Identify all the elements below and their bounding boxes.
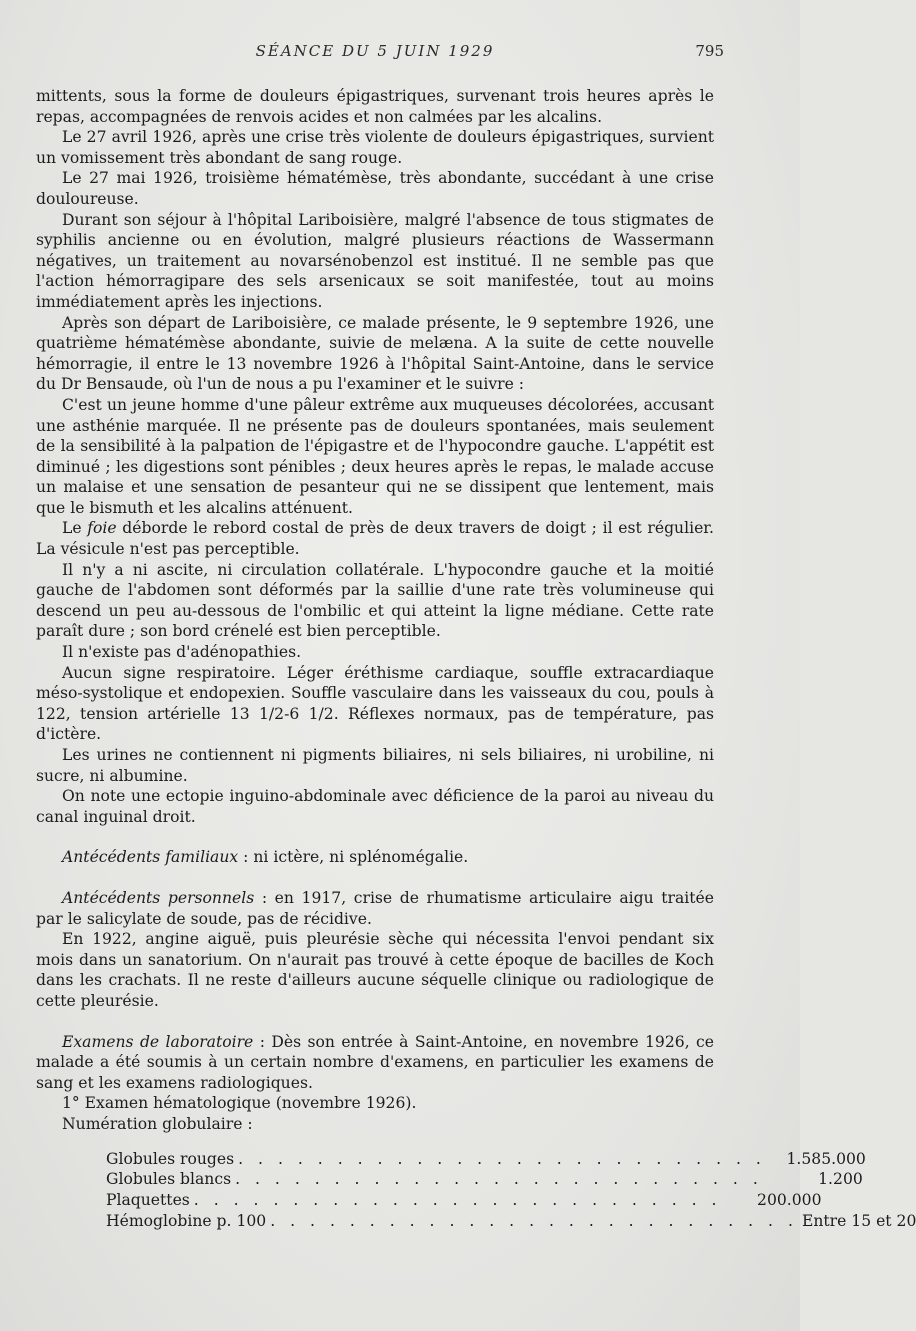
paragraph: Numération globulaire : [62, 1114, 253, 1133]
leader-dots: . . . . . . . . . . . . . . . . . . . . . . . . . . . [270, 1211, 798, 1230]
paragraph: On note une ectopie inguino-abdominale avec déficience de la paroi au niveau du canal inguinal droit. [36, 787, 714, 826]
count-label: Plaquettes [106, 1191, 190, 1210]
spacer [36, 1012, 714, 1032]
leader-dots: . . . . . . . . . . . . . . . . . . . . . . . . . . . [238, 1149, 766, 1168]
blood-count-table [106, 1149, 916, 1232]
text-run: : ni ictère, ni splénomégalie. [238, 848, 469, 867]
spacer [36, 868, 714, 888]
paragraph: Après son départ de Lariboisière, ce malade présente, le 9 septembre 1926, une quatrième hématémèse abondante, suivie de melæna. A la suite de cette nouvelle hémorragie, il entre le 13 novembre 1926 à l'hôpital Saint-Antoine, dans le service du Dr Bensaude, où l'un de nous a pu l'examiner et le suivre : [36, 313, 714, 394]
table-row [106, 1190, 822, 1211]
section-heading: Examens de laboratoire [62, 1032, 254, 1051]
count-label: Globules blancs [106, 1170, 232, 1189]
text-run: : en 1917, crise de rhumatisme articulaire aigu traitée par le salicylate de soude, pas de récidive. [36, 888, 714, 928]
table-row [106, 1211, 916, 1232]
table-row [106, 1169, 863, 1190]
count-value: 1.585.000 [786, 1149, 866, 1168]
paragraph: En 1922, angine aiguë, puis pleurésie sèche qui nécessita l'envoi pendant six mois dans un sanatorium. On n'aurait pas trouvé à cette époque de bacilles de Koch dans les crachats. Il ne reste d'ailleurs aucune séquelle clinique ou radiologique de cette pleurésie. [36, 930, 714, 1010]
count-value: 200.000 [757, 1191, 822, 1210]
count-label: Hémoglobine p. 100 [106, 1211, 267, 1230]
running-title: SÉANCE DU 5 JUIN 1929 [255, 42, 495, 60]
paragraph: Il n'y a ni ascite, ni circulation collatérale. L'hypocondre gauche et la moitié gauche de l'abdomen sont déformés par la saillie d'une rate très volumineuse qui descend un peu au-dessous de l'ombilic et qui atteint la ligne médiane. Cette rate paraît dure ; son bord crénelé est bien perceptible. [36, 560, 714, 641]
body-text [36, 86, 916, 1232]
text-run: déborde le rebord costal de près de deux travers de doigt ; il est régulier. La vésicule n'est pas perceptible. [36, 519, 714, 559]
paragraph [36, 518, 714, 559]
section-paragraph [36, 888, 714, 929]
page-number: 795 [695, 42, 724, 60]
count-value: Entre 15 et 20 [801, 1211, 916, 1230]
count-label: Globules rouges [106, 1149, 235, 1168]
leader-dots: . . . . . . . . . . . . . . . . . . . . . . . . . . . [193, 1191, 722, 1210]
section-heading: Antécédents familiaux [62, 848, 239, 867]
leader-dots: . . . . . . . . . . . . . . . . . . . . . . . . . . . [235, 1170, 763, 1189]
paragraph: Le 27 mai 1926, troisième hématémèse, très abondante, succédant à une crise douloureuse. [36, 169, 714, 208]
spacer [36, 827, 714, 847]
table-row [106, 1149, 866, 1170]
paragraph: Durant son séjour à l'hôpital Lariboisière, malgré l'absence de tous stigmates de syphilis ancienne ou en évolution, malgré plusieurs réactions de Wassermann négatives, un traitement au novarsénobenzol est institué. Il ne semble pas que l'action hémorragipare des sels arsenicaux se soit manifestée, tout au moins immédiatement après les injections. [36, 210, 714, 311]
italic-term: foie [87, 519, 117, 538]
text-run: : Dès son entrée à Saint-Antoine, en novembre 1926, ce malade a été soumis à un certain nombre d'examens, en particulier les examens de sang et les examens radiologiques. [36, 1032, 715, 1092]
paragraph: Les urines ne contiennent ni pigments biliaires, ni sels biliaires, ni urobiline, ni sucre, ni albumine. [36, 746, 714, 785]
running-head [36, 42, 724, 66]
section-paragraph [36, 1032, 714, 1094]
paragraph: Le 27 avril 1926, après une crise très violente de douleurs épigastriques, survient un vomissement très abondant de sang rouge. [36, 128, 714, 167]
paragraph: Aucun signe respiratoire. Léger éréthisme cardiaque, souffle extracardiaque méso-systolique et endopexien. Souffle vasculaire dans les vaisseaux du cou, pouls à 122, tension artérielle 13 1/2-6 1/2. Réflexes normaux, pas de température, pas d'ictère. [36, 663, 714, 744]
count-value: 1.200 [818, 1170, 863, 1189]
section-heading: Antécédents personnels [62, 888, 255, 907]
paragraph: Il n'existe pas d'adénopathies. [62, 643, 302, 662]
paragraph: mittents, sous la forme de douleurs épigastriques, survenant trois heures après le repas, accompagnées de renvois acides et non calmées par les alcalins. [36, 87, 714, 126]
paragraph: 1° Examen hématologique (novembre 1926). [62, 1094, 417, 1113]
text-run: Le [62, 519, 88, 538]
section-paragraph [36, 847, 714, 868]
paragraph: C'est un jeune homme d'une pâleur extrême aux muqueuses décolorées, accusant une asthénie marquée. Il ne présente pas de douleurs spontanées, mais seulement de la sensibilité à la palpation de l'épigastre et de l'hypocondre gauche. L'appétit est diminué ; les digestions sont pénibles ; deux heures après le repas, le malade accuse un malaise et une sensation de pesanteur qui ne se dissipent que lentement, mais que le bismuth et les alcalins atténuent. [36, 395, 714, 517]
